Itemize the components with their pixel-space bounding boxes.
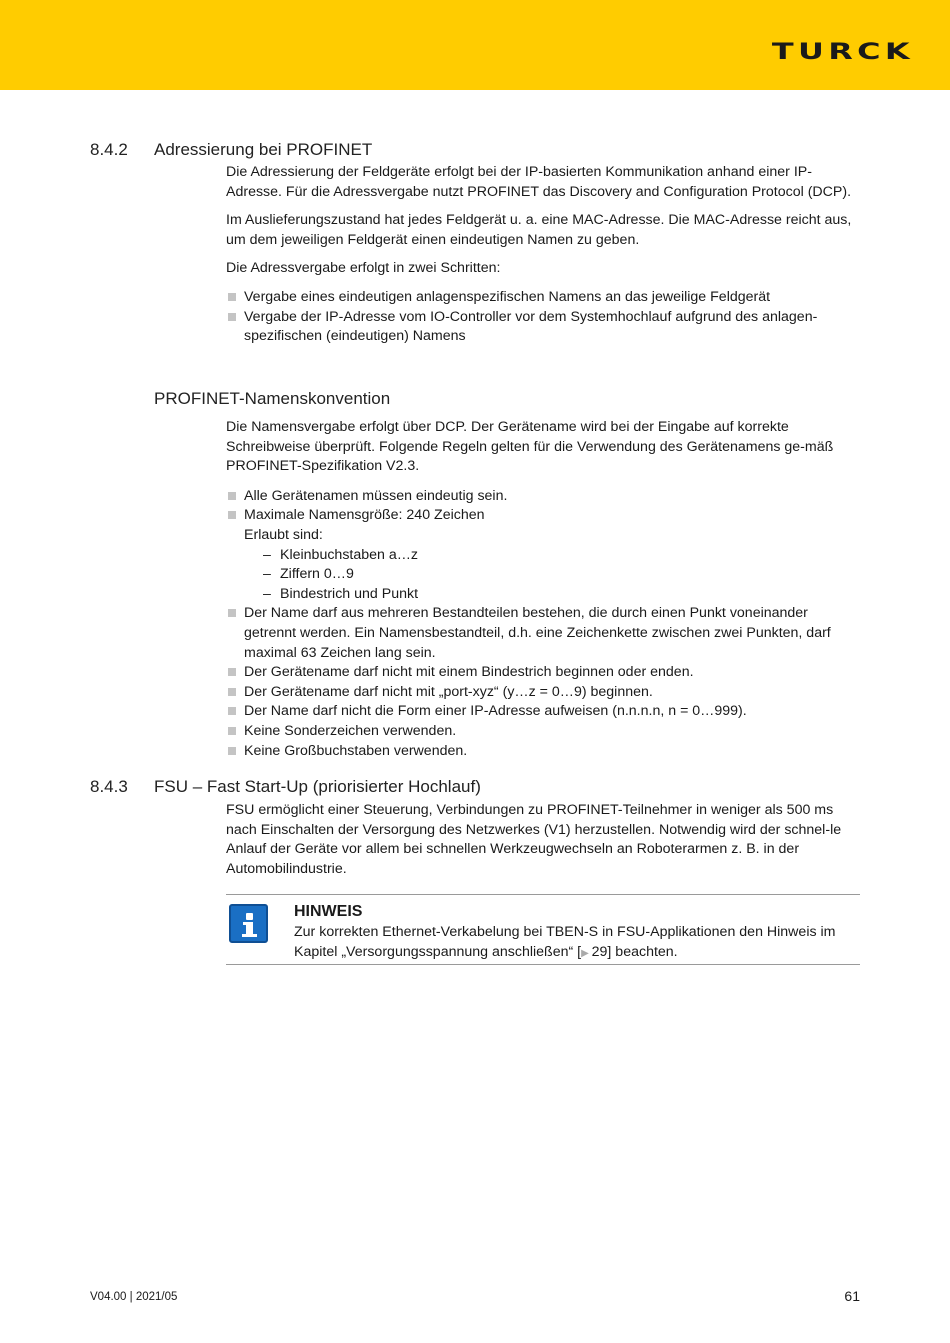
page-ref-arrow-icon: ▶ (581, 947, 589, 959)
list-item: Keine Großbuchstaben verwenden. (226, 742, 860, 762)
section-body-8-4-2 (226, 163, 860, 347)
bullet-list (226, 288, 860, 347)
dash-item: – Bindestrich und Punkt (244, 585, 860, 605)
note-title: HINWEIS (294, 903, 363, 920)
list-item: Der Name darf aus mehreren Bestandteilen bestehen, die durch einen Punkt voneinander getrennt werden. Ein Namensbestandteil, d.h. eine Zeichenkette zwischen zwei Punkten, darf maximal 63 Zeichen lang sein. (226, 604, 860, 663)
paragraph: Im Auslieferungszustand hat jedes Feldgerät u. a. eine MAC-Adresse. Die MAC-Adresse reicht aus, um dem jeweiligen Feldgerät einen eindeutigen Namen zu geben. (226, 212, 852, 248)
section-number: 8.4.2 (90, 140, 128, 159)
subheading-namenskonvention: PROFINET-Namenskonvention (154, 389, 391, 408)
info-icon (229, 904, 268, 943)
note-text-part: Zur korrekten Ethernet-Verkabelung bei TBEN-S in FSU-Applikationen den Hinweis im Kapitel „Versorgungsspannung anschließen“ [ (294, 924, 836, 960)
section-heading-8-4-3 (90, 777, 481, 797)
turck-logo: TURCK (771, 40, 914, 65)
list-item: Der Gerätename darf nicht mit einem Bindestrich beginnen oder enden. (226, 663, 860, 683)
paragraph: Die Adressierung der Feldgeräte erfolgt bei der IP-basierten Kommunikation anhand einer IP-Adresse. Für die Adressvergabe nutzt PROFINET das Discovery and Configuration Protocol (DCP). (226, 164, 852, 200)
list-item: Vergabe eines eindeutigen anlagenspezifischen Namens an das jeweilige Feldgerät (226, 288, 860, 308)
paragraph: Die Adressvergabe erfolgt in zwei Schritten: (226, 260, 501, 277)
allowed-label: Erlaubt sind: (244, 526, 323, 543)
allowed-list (244, 546, 860, 605)
list-item: Der Gerätename darf nicht mit „port-xyz“ (y…z = 0…9) beginnen. (226, 683, 860, 703)
list-item: Keine Sonderzeichen verwenden. (226, 722, 860, 742)
section-heading-8-4-2 (90, 140, 372, 160)
header-bar (0, 0, 950, 90)
section-number: 8.4.3 (90, 777, 128, 796)
list-item: Vergabe der IP-Adresse vom IO-Controller vor dem Systemhochlauf aufgrund des anlagen-spezifischen (eindeutigen) Namens (226, 308, 860, 347)
section-title: Adressierung bei PROFINET (154, 140, 373, 159)
note-box (226, 894, 860, 965)
paragraph: FSU ermöglicht einer Steuerung, Verbindungen zu PROFINET-Teilnehmer in weniger als 500 ms nach Einschalten der Versorgung des Netzwerkes (V1) herzustellen. Notwendig wird der schnel-le Anlauf der Geräte vor allem bei schnellen Werkzeugwechseln an Roboterarmen z. B. in der Automobilindustrie. (226, 802, 842, 877)
page-reference-link[interactable]: 29 (591, 943, 608, 960)
paragraph: Die Namensvergabe erfolgt über DCP. Der Gerätename wird bei der Eingabe auf korrekte Schreibweise überprüft. Folgende Regeln gelten für die Verwendung des Gerätenamens ge-mäß PROFINET-Spezifikation V2.3. (226, 419, 834, 475)
section-title: FSU – Fast Start-Up (priorisierter Hochlauf) (154, 777, 481, 796)
note-text-part: ] beachten. (607, 943, 678, 960)
page-number: 61 (844, 1288, 860, 1304)
section-body-8-4-3 (226, 801, 860, 888)
list-item: Der Name darf nicht die Form einer IP-Adresse aufweisen (n.n.n.n, n = 0…999). (226, 702, 860, 722)
rules-list (226, 487, 860, 761)
list-item: Alle Gerätenamen müssen eindeutig sein. (226, 487, 860, 507)
dash-item: – Kleinbuchstaben a…z (244, 546, 860, 566)
note-text (294, 923, 854, 963)
list-item-text: Maximale Namensgröße: 240 Zeichen (244, 507, 485, 524)
naming-body (226, 418, 860, 761)
list-item (226, 506, 860, 604)
dash-item: – Ziffern 0…9 (244, 565, 860, 585)
footer-version: V04.00 | 2021/05 (90, 1291, 178, 1303)
